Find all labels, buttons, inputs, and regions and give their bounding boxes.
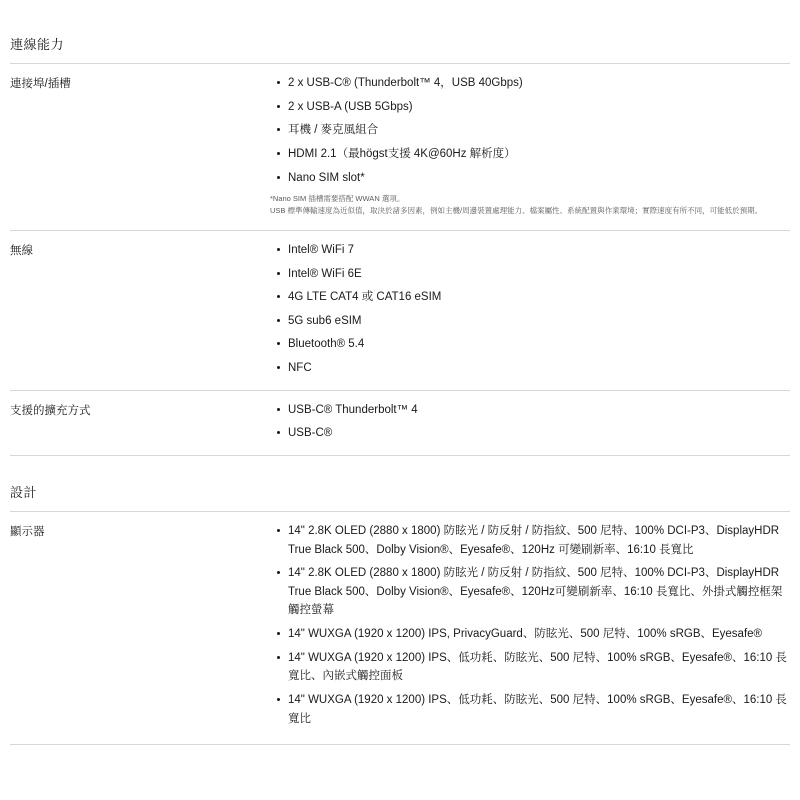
spec-label-ports: 連接埠/插槽 [10,78,71,90]
list-item: Intel® WiFi 7 [288,241,790,260]
spec-value-wireless [270,231,790,390]
list-item: 14" 2.8K OLED (2880 x 1800) 防眩光 / 防反射 / 防指紋、500 尼特、100% DCI-P3、DisplayHDR True Black 500、Dolby Vision®、Eyesafe®、120Hz 可變刷新率、16:10 長寬比 [288,522,790,559]
list-item: HDMI 2.1（最högst支援 4K@60Hz 解析度） [288,145,790,164]
list-item: 4G LTE CAT4 或 CAT16 eSIM [288,288,790,307]
bottom-divider [10,744,790,745]
footnote-line: USB 標準傳輸速度為近似值，取決於諸多因素，例如主機/周邊裝置處理能力、檔案屬性、系統配置與作業環境；實際速度有所不同，可能低於預期。 [270,206,763,215]
list-item: 2 x USB-C® (Thunderbolt™ 4，USB 40Gbps) [288,74,790,93]
list-item: 14" WUXGA (1920 x 1200) IPS、低功耗、防眩光、500 尼特、100% sRGB、Eyesafe®、16:10 長寬比 [288,691,790,728]
list-item: 14" WUXGA (1920 x 1200) IPS, PrivacyGuard、防眩光、500 尼特、100% sRGB、Eyesafe® [288,625,790,644]
list-item: 14" 2.8K OLED (2880 x 1800) 防眩光 / 防反射 / 防指紋、500 尼特、100% DCI-P3、DisplayHDR True Black 500、Dolby Vision®、Eyesafe®、120Hz可變刷新率、16:10 長寬比、外掛式觸控框架觸控螢幕 [288,564,790,620]
list-item: Nano SIM slot* [288,169,790,188]
spec-label-wireless: 無線 [10,244,33,257]
footnote-line: *Nano SIM 插槽需要搭配 WWAN 選項。 [270,194,405,204]
list-item: 5G sub6 eSIM [288,312,790,331]
list-item: USB-C® Thunderbolt™ 4 [288,401,790,420]
section-title-connectivity: 連線能力 [10,37,65,52]
list-item: Intel® WiFi 6E [288,265,790,284]
list-item: NFC [288,359,790,378]
list-item: 14" WUXGA (1920 x 1200) IPS、低功耗、防眩光、500 尼特、100% sRGB、Eyesafe®、16:10 長寬比、內嵌式觸控面板 [288,649,790,686]
list-item: Bluetooth® 5.4 [288,335,790,354]
spec-row-display [10,511,790,744]
expansion-list [270,401,790,443]
display-list [270,522,790,728]
list-item: 耳機 / 麥克風組合 [288,121,790,140]
spec-value-ports [270,64,790,230]
ports-footnotes [270,194,770,217]
spec-row-expansion [10,390,790,455]
spec-label-display: 顯示器 [10,525,45,538]
spec-row-wireless [10,230,790,390]
spec-row-ports [10,63,790,230]
ports-list [270,74,790,187]
wireless-list [270,241,790,378]
list-item: USB-C® [288,424,790,443]
spec-label-expansion: 支援的擴充方式 [10,404,91,417]
section-title-design: 設計 [10,484,38,500]
spec-value-display [270,512,790,744]
list-item: 2 x USB-A (USB 5Gbps) [288,98,790,117]
spec-value-expansion [270,391,790,455]
